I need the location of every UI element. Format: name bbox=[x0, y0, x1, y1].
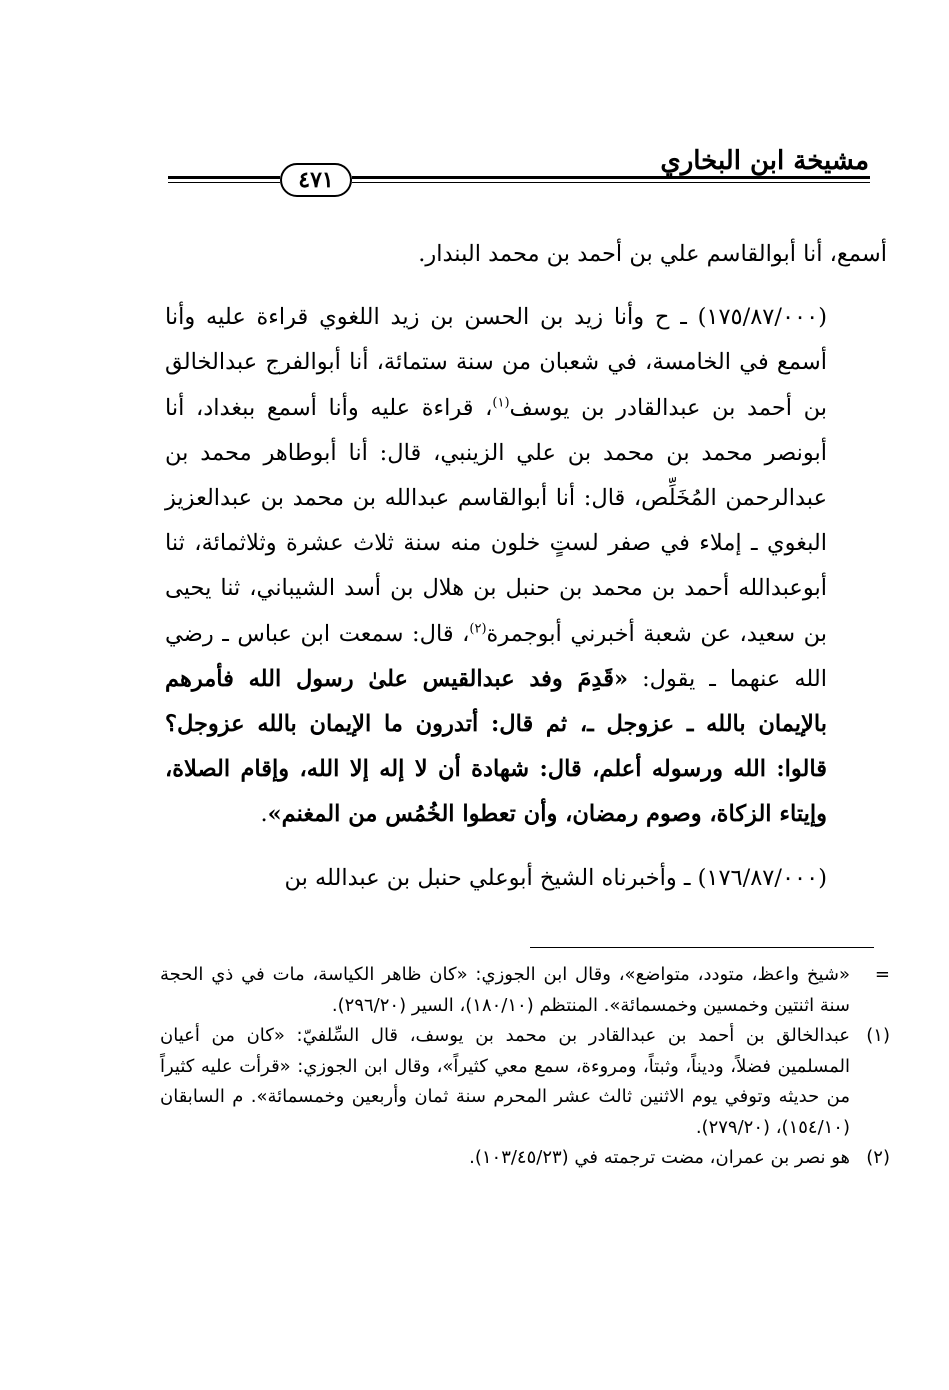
footnote-mark: (١) bbox=[866, 1025, 890, 1046]
hadith-paragraph-176: (١٧٦/٨٧/٠٠٠) ـ وأخبرناه الشيخ أبوعلي حنبل بن عبدالله بن bbox=[284, 864, 827, 891]
hadith-matn: «قَدِمَ وفد عبدالقيس علىٰ رسول الله فأمرهم بالإيمان بالله ـ عزوجل ـ، ثم قال: أتدرون ما الإيمان بالله عزوجل؟ قالوا: الله ورسوله أعلم، قال: شهادة أن لا إله إلا الله، وإقام الصلاة، وإيتاء الزكاة، وصوم رمضان، وأن تعطوا الخُمُس من المغنم» bbox=[165, 665, 827, 828]
running-header-title: مشيخة ابن البخاري bbox=[660, 146, 869, 176]
paragraph-continuation: أسمع، أنا أبوالقاسم علي بن أحمد بن محمد البندار. bbox=[418, 241, 887, 267]
footnote-mark: (٢) bbox=[866, 1147, 890, 1168]
isnad-text-a: (١٧٥/٨٧/٠٠٠) ـ ح وأنا زيد بن الحسن بن زيد اللغوي قراءة عليه وأنا أسمع في الخامسة، في شعبان من سنة ستمائة، أنا أبوالفرج عبدالخالق بن أحمد بن عبدالقادر بن يوسف bbox=[165, 304, 827, 421]
footnote-separator bbox=[530, 947, 874, 948]
isnad-text-b: ، قراءة عليه وأنا أسمع ببغداد، أنا أبونصر محمد بن محمد بن علي الزينبي، قال: أنا أبوطاهر محمد بن عبدالرحمن المُخَلِّص، قال: أنا أبوالقاسم عبدالله بن محمد بن عبدالعزيز البغوي ـ إملاء في صفر لستٍ خلون منه سنة ثلاث عشرة وثلاثمائة، ثنا أبوعبدالله أحمد بن محمد بن حنبل بن هلال بن أسد الشيباني، ثنا يحيى بن سعيد، عن شعبة أخبرني أبوجمرة bbox=[165, 394, 828, 647]
footnote-2 bbox=[160, 1143, 890, 1174]
header-rule-left bbox=[168, 176, 280, 186]
footnote-ref-2[interactable]: (٢) bbox=[469, 621, 487, 637]
footnote-text: «شيخ واعظ، متودد، متواضع»، وقال ابن الجوزي: «كان ظاهر الكياسة، مات في ذي الحجة سنة اثنتين وخمسين وخمسمائة». المنتظم (١٨٠/١٠)، السير (٢٩٦/٢٠). bbox=[160, 964, 850, 1016]
main-text bbox=[165, 232, 887, 901]
footnote-text: هو نصر بن عمران، مضت ترجمته في (١٠٣/٤٥/٢٣). bbox=[469, 1147, 850, 1168]
paragraph-end: . bbox=[260, 801, 268, 828]
footnote-text: عبدالخالق بن أحمد بن عبدالقادر بن محمد بن يوسف، قال السِّلفيّ: «كان من أعيان المسلمين فضلاً، وديناً، وثبتاً، ومروءة، سمع معي كثيراً»، وقال ابن الجوزي: «قرأت عليه كثيراً من حديثه وتوفي يوم الاثنين ثالث عشر المحرم سنة ثمان وأربعين وخمسمائة». م السابقان (١٥٤/١٠)، (٢٧٩/٢٠). bbox=[160, 1025, 850, 1138]
footnote-ref-1[interactable]: (١) bbox=[492, 395, 510, 411]
footnotes bbox=[160, 960, 890, 1174]
hadith-paragraph-175 bbox=[165, 295, 887, 837]
isnad-text-c: ، قال: سمعت ابن عباس ـ رضي الله عنهما ـ يقول: bbox=[165, 620, 827, 692]
footnote-mark: = bbox=[874, 964, 890, 985]
header-rule-right bbox=[352, 176, 870, 186]
footnote-continued bbox=[160, 960, 890, 1021]
footnote-1 bbox=[160, 1021, 890, 1143]
page-number: ٤٧١ bbox=[280, 163, 352, 197]
